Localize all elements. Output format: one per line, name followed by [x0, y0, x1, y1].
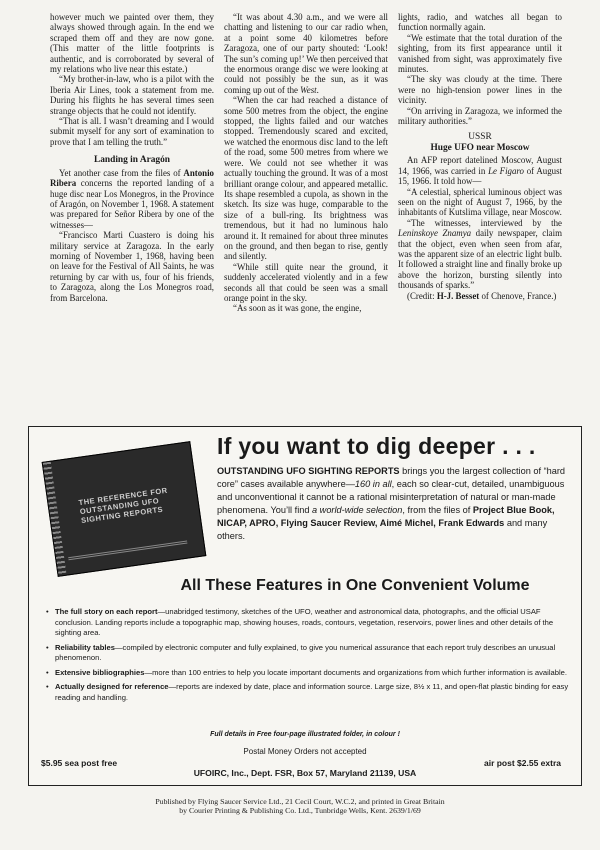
ad-headline: If you want to dig deeper . . . — [217, 433, 536, 459]
text-run: “It was about 4.30 a.m., and we were all chatting and listening to our car radio when, at a point some 40 kilometres before Zaragoza, one of our party shouted: ‘Look! The sun’s coming up!’ We then perceived that the enormous orange disc we were looking at could not possibly be the sun, as it was coming up out of the — [224, 12, 388, 95]
sea-post-price: $5.95 sea post free — [41, 758, 118, 768]
paragraph: “On arriving in Zaragoza, we informed the military authorities.” — [398, 105, 562, 127]
paragraph: “As soon as it was gone, the engine, — [233, 303, 362, 314]
feature-lead: Reliability tables — [55, 642, 115, 652]
text-run: Yet another case from the files of — [59, 167, 184, 178]
feature-text: —more than 100 entries to help you locate important documents and organizations from which further information is available. — [144, 667, 567, 677]
text-run: a world-wide selection — [312, 505, 403, 515]
advertisement-box — [28, 426, 582, 786]
feature-text: —compiled by electronic computer and fully explained, to give you numerical assurance that each report truly describes an unusual phenomenon. — [55, 642, 556, 662]
paragraph: however much we painted over them, they always showed through again. In the end we scraped them off and they are now gone. (This matter of the little footprints is authentic, and is corroborated by several of my relations who live near this estate.) — [50, 12, 214, 75]
footer-line-2: by Courier Printing & Publishing Co. Ltd., Tunbridge Wells, Kent. 2639/1/69 — [179, 806, 421, 815]
text-run: 160 in all — [354, 479, 392, 489]
publisher-footer — [0, 797, 600, 815]
paragraph: “While still quite near the ground, it suddenly accelerated violently and in a few seconds all that could be seen was a small orange point in the sky. — [224, 261, 388, 303]
paragraph: lights, radio, and watches all began to function normally again. — [398, 12, 562, 33]
section-heading-moscow: Huge UFO near Moscow — [430, 142, 530, 153]
feature-item — [41, 682, 571, 703]
feature-lead: Actually designed for reference — [55, 682, 169, 691]
paragraph: “The sky was cloudy at the time. There were no high-tension power lines in the vicinity. — [398, 74, 562, 106]
paragraph: “We estimate that the total duration of the sighting, from its first appearance until it vanished from sight, was approximately five minutes. — [398, 32, 562, 75]
text-run: , from the files of — [402, 505, 473, 515]
text-run: (Credit: — [407, 290, 437, 301]
article-column-3 — [398, 12, 562, 387]
feature-item — [41, 643, 571, 664]
emphasis-west: West — [300, 84, 317, 95]
paragraph — [224, 12, 388, 95]
credit-name: H-J. Besset — [436, 290, 480, 301]
paragraph: “My brother-in-law, who is a pilot with the Iberia Air Lines, took a statement from me. During his flights he has several times seen strange objects that he could not identify. — [50, 74, 214, 116]
text-run: and many others. — [217, 518, 548, 541]
text-run: of Chenove, France.) — [479, 290, 557, 301]
text-run: concerns the reported landing of a huge disc near Los Monegros, in the Province of Aragón, on November 1, 1968. A statement was prepared for Señor Ribera by one of the witnesses— — [50, 178, 214, 230]
credit-line — [398, 291, 562, 301]
feature-item — [41, 668, 571, 679]
text-run: brings you the largest collection of “hard core” cases available anywhere— — [217, 466, 566, 489]
feature-lead: Extensive bibliographies — [55, 667, 145, 677]
footer-line-1: Published by Flying Saucer Service Ltd., 21 Cecil Court, W.C.2, and printed in Great Britain — [155, 797, 445, 806]
ad-sources: Project Blue Book, NICAP, APRO, Flying Saucer Review, Aimé Michel, Frank Edwards — [217, 505, 555, 528]
text-run: daily newspaper, claim that the object, even when seen from afar, was the apparent size of an electric light bulb. It followed a straight line and finally broke up above the horizon, bursting silently into thousands of sparks.” — [398, 228, 562, 291]
paragraph — [50, 168, 214, 230]
paragraph: “Francisco Marti Cuastero is doing his military service at Zaragoza. In the early morning of November 1, 1968, having been on leave for the Festival of All Saints, he was returning by car with us, four of his friends, to Zaragoza, along the Los Monegros road, from Barcelona. — [50, 230, 214, 303]
book-title: THE REFERENCE FOR OUTSTANDING UFO SIGHTING REPORTS — [78, 485, 169, 526]
feature-text: —reports are indexed by date, place and information source. Large size, 8½ x 11, and open-flat plastic binding for easy reading and handling. — [55, 682, 569, 702]
features-list — [41, 607, 571, 707]
name-antonio-ribera: Antonio Ribera — [50, 167, 214, 189]
feature-text: —unabridged testimony, sketches of the UFO, weather and astronomical data, photographs, and the official USAF conclusion. Landing reports include a topographic map, showing houses, roads, contours, vegetation, reservoirs, power lines and other details of the sighting area. — [55, 607, 554, 637]
book-cover-rule — [68, 541, 187, 561]
order-address: UFOIRC, Inc., Dept. FSR, Box 57, Maryland 21139, USA — [193, 768, 417, 778]
publication-le-figaro: Le Figaro — [488, 165, 524, 176]
paragraph: “That is all. I wasn’t dreaming and I would submit myself for any sort of examination to prove that I am telling the truth.” — [50, 116, 214, 147]
postal-note: Postal Money Orders not accepted — [243, 747, 367, 756]
publication-leninskoye-znamya: Leninskoye Znamya — [398, 228, 472, 239]
paragraph — [398, 218, 562, 291]
article-column-1 — [50, 12, 214, 387]
folder-note: Full details in Free four-page illustrated folder, in colour ! — [210, 731, 400, 738]
paragraph: “A celestial, spherical luminous object was seen on the night of August 7, 1966, by the inhabitants of Kutslima village, near Moscow. — [398, 186, 562, 218]
ad-intro — [217, 465, 567, 543]
text-run: . — [316, 84, 319, 95]
features-title: All These Features in One Convenient Volume — [180, 577, 530, 594]
article-column-2 — [224, 12, 388, 387]
text-run: An AFP report datelined Moscow, August 14, 1966, was carried in — [398, 155, 562, 176]
book-cover-image — [42, 441, 207, 577]
spiral-binding — [43, 462, 67, 576]
text-run: , each so clear-cut, detailed, unambiguous and unconventional it cannot be a rational misinterpretation of natural or man-made phenomena. You’ll find — [217, 479, 565, 515]
text-run: of August 15, 1966. It told how— — [398, 165, 563, 187]
paragraph — [398, 155, 562, 186]
feature-lead: The full story on each report — [55, 607, 158, 616]
paragraph: “When the car had reached a distance of some 500 metres from the object, the engine stopped, the lights failed and our watches stopped. Tremendously scared and excited, we watched the enormous disc land to the left of the road, some 500 metres from where we were. We could not see whether it was actually touching the ground. It was of a most brilliant orange colour, and appeared metallic. Its shape resembled a cupola, as shown in the sketch. Its size was huge, comparable to the size of a bull-ring. Its brightness was tremendous, but it had no luminous halo around it. It remained for about three minutes on the ground, and then began to rise, gently and silently. — [224, 95, 388, 262]
section-country-ussr: USSR — [468, 132, 492, 143]
article-columns — [50, 12, 562, 387]
section-heading-aragon: Landing in Aragón — [93, 155, 171, 166]
text-run: “The witnesses, interviewed by the — [407, 217, 562, 228]
air-post-price: air post $2.55 extra — [483, 758, 561, 768]
ad-intro-lead: OUTSTANDING UFO SIGHTING REPORTS — [217, 466, 400, 476]
feature-item — [41, 607, 571, 639]
